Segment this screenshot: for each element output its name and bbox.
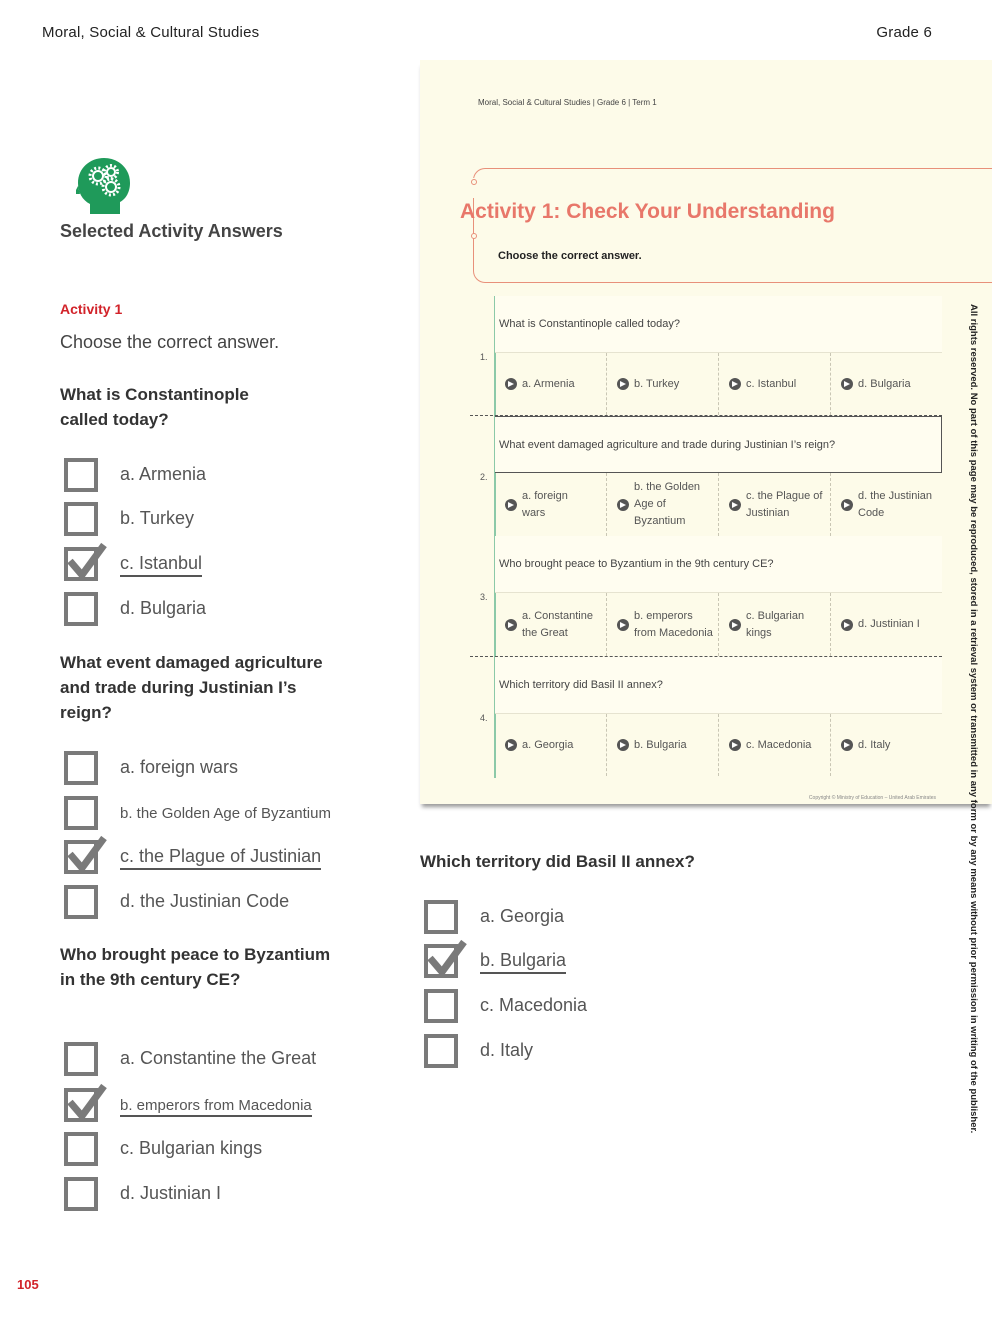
header-subject: Moral, Social & Cultural Studies (42, 24, 260, 41)
book-activity-title: Activity 1: Check Your Understanding (460, 200, 835, 223)
row-question: What is Constantinople called today? (495, 296, 942, 353)
checkmark-icon (424, 936, 470, 982)
option-2c[interactable] (60, 840, 360, 876)
row-option: d. Italy (831, 714, 942, 776)
option-label: c. Bulgarian kings (120, 1138, 263, 1158)
option-label-answer: b. Bulgaria (480, 950, 566, 974)
row-number: 1. (480, 352, 488, 362)
checkbox[interactable] (64, 1177, 98, 1211)
option-3c[interactable] (60, 1132, 360, 1168)
checkbox[interactable] (424, 1034, 458, 1068)
option-2a[interactable] (60, 751, 360, 787)
checkmark-icon (64, 832, 110, 878)
row-options (495, 714, 942, 776)
row-option: c. the Plague of Justinian (719, 473, 831, 536)
option-label: d. Italy (480, 1040, 534, 1060)
activity-label: Activity 1 (60, 301, 123, 317)
option-3b[interactable] (60, 1088, 360, 1124)
option-label: c. Macedonia (480, 995, 588, 1015)
row-question: Who brought peace to Byzantium in the 9th century CE? (495, 536, 942, 593)
row-options (495, 353, 942, 415)
option-label: a. Constantine the Great (120, 1048, 317, 1068)
textbook-page-image (420, 60, 992, 804)
section-title: Selected Activity Answers (60, 221, 283, 241)
checkbox[interactable] (64, 751, 98, 785)
option-3d[interactable] (60, 1177, 360, 1213)
row-option: b. the Golden Age of Byzantium (607, 473, 719, 536)
option-label: a. Armenia (120, 464, 207, 484)
question-4: Which territory did Basil II annex? (420, 852, 695, 871)
row-number: 4. (480, 713, 488, 723)
frame-dot (471, 179, 477, 185)
question-1: What is Constantinople called today? (60, 385, 249, 429)
checkbox-checked[interactable] (64, 840, 98, 874)
row-option: a. foreign wars (495, 473, 607, 536)
option-2b[interactable] (60, 796, 360, 832)
option-label-answer: b. emperors from Macedonia (120, 1097, 312, 1117)
option-3a[interactable] (60, 1042, 360, 1078)
row-option: a. Georgia (495, 714, 607, 776)
row-options (495, 593, 942, 656)
option-4b[interactable] (420, 944, 720, 980)
option-label: d. Bulgaria (120, 598, 207, 618)
title-frame (473, 168, 992, 283)
option-4d[interactable] (420, 1034, 720, 1070)
row-option: d. the Justinian Code (831, 473, 942, 536)
option-label: a. Georgia (480, 906, 565, 926)
question-2: What event damaged agriculture and trade during Justinian I’s reign? (60, 653, 323, 722)
option-1a[interactable] (60, 458, 360, 494)
row-option: c. Macedonia (719, 714, 831, 776)
row-question: Which territory did Basil II annex? (495, 657, 942, 714)
book-copyright: Copyright © Ministry of Education – United Arab Emirates (808, 795, 936, 801)
row-option: a. Armenia (495, 353, 607, 415)
checkbox[interactable] (64, 1042, 98, 1076)
row-option: c. Istanbul (719, 353, 831, 415)
row-option: b. Bulgaria (607, 714, 719, 776)
checkbox-checked[interactable] (64, 547, 98, 581)
checkmark-icon (64, 1080, 110, 1126)
option-label: b. the Golden Age of Byzantium (120, 805, 331, 822)
option-label: d. Justinian I (120, 1183, 222, 1203)
option-1b[interactable] (60, 502, 360, 538)
checkbox-checked[interactable] (64, 1088, 98, 1122)
frame-dot (471, 233, 477, 239)
option-2d[interactable] (60, 885, 360, 921)
checkbox[interactable] (64, 796, 98, 830)
page-number: 105 (17, 1277, 39, 1292)
book-header: Moral, Social & Cultural Studies | Grade 6 | Term 1 (478, 98, 657, 107)
checkbox[interactable] (64, 502, 98, 536)
row-question: What event damaged agriculture and trade during Justinian I’s reign? (495, 416, 942, 473)
option-4c[interactable] (420, 989, 720, 1025)
header-grade: Grade 6 (876, 24, 932, 41)
option-label: b. Turkey (120, 508, 195, 528)
rights-notice (967, 304, 979, 1134)
row-option: b. Turkey (607, 353, 719, 415)
option-label: a. foreign wars (120, 757, 239, 777)
row-option: a. Constantine the Great (495, 593, 607, 656)
book-instruction: Choose the correct answer. (498, 250, 642, 262)
option-1d[interactable] (60, 592, 360, 628)
row-number: 3. (480, 592, 488, 602)
row-option: c. Bulgarian kings (719, 593, 831, 656)
row-number: 2. (480, 472, 488, 482)
checkmark-icon (64, 539, 110, 585)
option-label: d. the Justinian Code (120, 891, 290, 911)
checkbox[interactable] (424, 900, 458, 934)
instruction: Choose the correct answer. (60, 332, 280, 352)
option-label-answer: c. Istanbul (120, 553, 202, 577)
checkbox[interactable] (424, 989, 458, 1023)
brain-gears-icon (76, 156, 132, 218)
checkbox[interactable] (64, 1132, 98, 1166)
checkbox[interactable] (64, 592, 98, 626)
row-option: b. emperors from Macedonia (607, 593, 719, 656)
rights-notice-text: All rights reserved. No part of this page may be reproduced, stored in a retrieval system or transmitted in any form or by any means without prior permission in writing of the publisher. (968, 304, 979, 1134)
checkbox[interactable] (64, 885, 98, 919)
option-label-answer: c. the Plague of Justinian (120, 846, 321, 870)
option-4a[interactable] (420, 900, 720, 936)
row-option: d. Justinian I (831, 593, 942, 656)
row-option: d. Bulgaria (831, 353, 942, 415)
option-1c[interactable] (60, 547, 360, 583)
question-3: Who brought peace to Byzantium in the 9th century CE? (60, 945, 331, 989)
checkbox[interactable] (64, 458, 98, 492)
checkbox-checked[interactable] (424, 944, 458, 978)
row-options (495, 473, 942, 536)
